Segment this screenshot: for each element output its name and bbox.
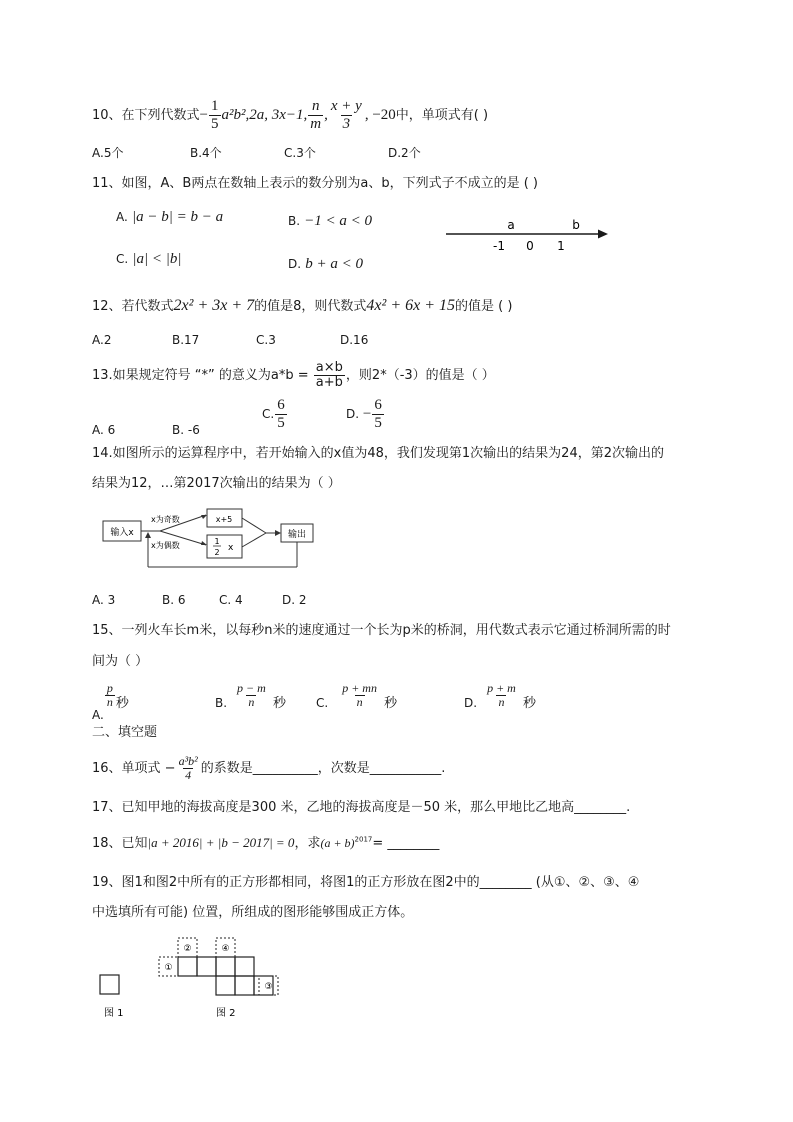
q18-expr: |a + 2016| + |b − 2017| = 0	[147, 835, 295, 850]
question-11: 11、如图，A、B两点在数轴上表示的数分别为a、b，下列式子不成立的是 ( )	[92, 176, 538, 191]
q15-option-c[interactable]	[316, 682, 397, 709]
q12-option-b[interactable]: B.17	[172, 333, 200, 347]
flow-loop-arrow-icon	[145, 532, 151, 538]
question-19-line-2: 中选填所有可能) 位置，所组成的图形能够围成正方体。	[92, 905, 414, 920]
q10-option-a[interactable]: A.5个	[92, 146, 124, 160]
q13-d-label: D.	[346, 407, 360, 422]
number-line-tick-0: 0	[526, 239, 534, 253]
q11-option-d[interactable]	[288, 257, 363, 272]
q18-text-2: ，求	[294, 836, 321, 851]
q15-c-label: C.	[316, 695, 329, 710]
q12-text-2: 的值是8，则代数式	[254, 299, 367, 314]
q10-prefix: 10、在下列代数式	[92, 108, 200, 124]
question-19-line-1: 19、图1和图2中所有的正方形都相同，将图1的正方形放在图2中的________ (从①、②、③、④	[92, 875, 640, 890]
q11-option-c[interactable]	[116, 252, 181, 267]
q18-expr-2: (a + b)	[320, 836, 355, 850]
q15-a-unit: 秒	[115, 695, 129, 711]
q12-expr-1: 2x² + 3x + 7	[173, 297, 255, 314]
position-3-label: ③	[264, 982, 273, 992]
q16-frac: $\frac{\text{a³b²}}{4}$	[178, 754, 198, 782]
number-line-tick-m1: -1	[493, 239, 505, 253]
q15-d-label: D.	[464, 695, 478, 710]
q10-minus: −	[199, 107, 209, 124]
q10-frac-xy-3: $\frac{x + y}{3}$	[330, 98, 362, 132]
q13-option-a[interactable]: A. 6	[92, 423, 116, 437]
q12-option-c[interactable]: C.3	[256, 333, 276, 347]
q13-option-c[interactable]	[262, 398, 288, 431]
section-fill-in-heading: 二、填空题	[92, 725, 158, 740]
q10-suffix: 中，单项式有( )	[395, 108, 489, 124]
flow-odd-label: x为奇数	[151, 515, 180, 524]
q12-option-a[interactable]: A.2	[92, 333, 112, 347]
q12-expr-2: 4x² + 6x + 15	[366, 297, 456, 314]
q10-minus20: , −20	[364, 107, 396, 124]
q11-a-label: A.	[116, 210, 128, 224]
q14-option-a[interactable]: A. 3	[92, 593, 116, 607]
q10-2a-3x: 2a, 3x−1,	[249, 107, 308, 124]
q10-frac-n-m: $\frac{n}{m}$	[310, 98, 322, 132]
question-14-line-2: 结果为12，…第2017次输出的结果为（ ）	[92, 476, 341, 491]
q13-d-frac: $\frac{6}{5}$	[374, 397, 382, 431]
question-18	[92, 836, 439, 850]
q10-a2b2: a²b²,	[221, 107, 250, 124]
q16-text-2: 的系数是__________，次数是___________.	[200, 760, 446, 776]
q13-option-b[interactable]: B. -6	[172, 423, 200, 437]
q15-c-unit: 秒	[384, 695, 398, 711]
q12-text-3: 的值是 ( )	[455, 299, 513, 314]
number-line	[440, 215, 615, 255]
q12-option-d[interactable]: D.16	[340, 333, 369, 347]
flow-half-x: x	[228, 543, 234, 553]
q11-a-expr: |a − b| = b − a	[131, 209, 224, 225]
q15-d-unit: 秒	[522, 695, 536, 711]
question-10: 10、在下列代数式− $\frac{1}{5}$ a²b²,2a, 3x−1, $\frac{n}{m}$ , $\frac{x + y}{3}$ , −20中，单项式有( )	[92, 98, 489, 132]
q14-option-d[interactable]: D. 2	[282, 593, 307, 607]
flow-input-label: 输入x	[110, 528, 134, 538]
number-line-arrow-icon	[598, 230, 608, 239]
q13-c-frac: $\frac{6}{5}$	[277, 397, 285, 431]
q13-d-minus: −	[362, 406, 372, 423]
number-line-label-a: a	[507, 218, 515, 232]
question-12	[92, 298, 512, 314]
q18-text-3: = ________	[372, 836, 440, 851]
q10-option-c[interactable]: C.3个	[284, 146, 316, 160]
q11-c-label: C.	[116, 252, 129, 266]
q15-a-label: A.	[92, 707, 104, 722]
q16-text-1: 16、单项式 −	[92, 760, 176, 776]
q15-c-frac: $\frac{p + mn}{n}$	[342, 681, 377, 709]
q18-exponent: 2017	[354, 835, 373, 844]
question-13	[92, 361, 495, 390]
q15-d-frac: $\frac{p + m}{n}$	[487, 681, 516, 709]
q13-option-d[interactable]	[346, 398, 385, 431]
flowchart	[98, 505, 323, 575]
fig1-caption: 图 1	[104, 1008, 124, 1019]
q13-c-label: C.	[262, 407, 275, 422]
q11-b-label: B.	[288, 214, 301, 228]
q15-option-b[interactable]	[215, 682, 286, 709]
q13-text-1: 13.如果规定符号 “*” 的意义为a*b =	[92, 367, 313, 383]
q13-frac-def: $\frac{a\times b}{a+b}$	[315, 360, 343, 390]
q15-b-label: B.	[215, 695, 228, 710]
q10-frac-1-5: $\frac{1}{5}$	[211, 98, 219, 132]
question-17: 17、已知甲地的海拔高度是300 米，乙地的海拔高度是－50 米，那么甲地比乙地高________.	[92, 800, 631, 815]
q11-b-expr: −1 < a < 0	[304, 213, 373, 229]
question-14-line-1: 14.如图所示的运算程序中，若开始输入的x值为48，我们发现第1次输出的结果为24，第2次输出的	[92, 446, 664, 461]
q11-c-expr: |a| < |b|	[132, 251, 182, 267]
q13-text-2: ，则2*（-3）的值是（ ）	[345, 367, 495, 383]
q15-b-unit: 秒	[272, 695, 286, 711]
question-15-line-2: 间为（ ）	[92, 654, 149, 669]
q10-option-d[interactable]: D.2个	[388, 146, 421, 160]
question-16	[92, 755, 445, 782]
q11-option-b[interactable]	[288, 214, 372, 229]
q15-b-frac: $\frac{p - m}{n}$	[237, 681, 266, 709]
question-15-line-1: 15、一列火车长m米，以每秒n米的速度通过一个长为p米的桥洞，用代数式表示它通过桥洞所需的时	[92, 623, 671, 638]
position-2-label: ②	[183, 944, 192, 954]
q14-option-c[interactable]: C. 4	[219, 593, 243, 607]
q15-option-d[interactable]	[464, 682, 536, 709]
flow-half-denominator: 2	[214, 548, 220, 557]
cube-net-figures	[95, 935, 295, 1025]
position-4-label: ④	[221, 944, 230, 954]
flow-plus5-label: x+5	[215, 515, 233, 524]
q12-text-1: 12、若代数式	[92, 299, 174, 314]
q10-option-b[interactable]: B.4个	[190, 146, 222, 160]
q15-option-a[interactable]	[92, 681, 129, 722]
q11-d-expr: b + a < 0	[305, 256, 363, 272]
q11-d-label: D.	[288, 257, 302, 271]
flow-half-numerator: 1	[214, 537, 220, 546]
flow-half-box	[207, 535, 242, 558]
q11-option-a[interactable]	[116, 210, 223, 225]
flow-even-label: x为偶数	[151, 541, 180, 550]
q18-text-1: 18、已知	[92, 836, 148, 851]
q15-a-frac: $\frac{p}{n}$	[106, 681, 113, 709]
fig1-square	[100, 975, 119, 994]
number-line-label-b: b	[572, 218, 580, 232]
flow-output-label: 输出	[287, 530, 307, 540]
fig2-caption: 图 2	[216, 1008, 236, 1019]
number-line-tick-1: 1	[557, 239, 565, 253]
q14-option-b[interactable]: B. 6	[162, 593, 186, 607]
position-1-label: ①	[164, 963, 173, 973]
